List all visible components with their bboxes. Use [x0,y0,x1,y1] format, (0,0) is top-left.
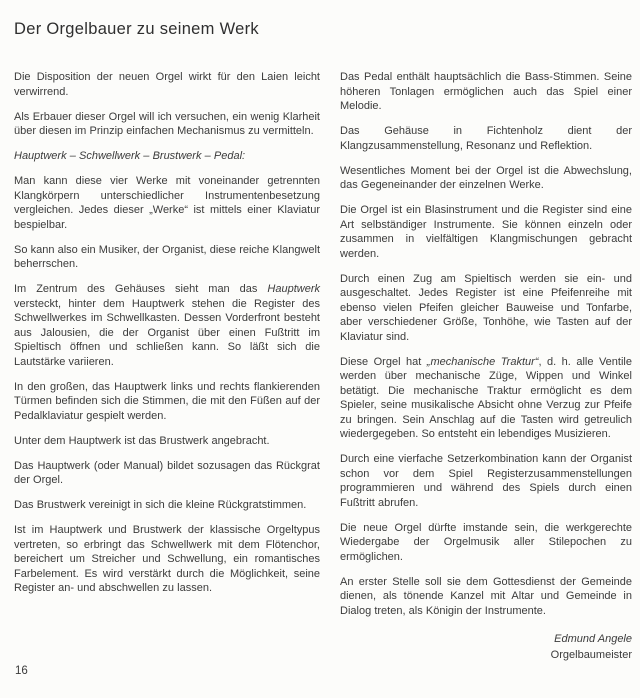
left-column [14,70,320,606]
paragraph [14,110,320,139]
text-run: Das Brustwerk vereinigt in sich die kleine Rückgratstimmen. [14,499,307,511]
text-run: Das Pedal enthält hauptsächlich die Bass-Stimmen. Seine höheren Tonlagen ermöglichen auch das Spiel einer Melodie. [340,71,632,112]
italic-text-run: Hauptwerk – Schwellwerk – Brustwerk – Pedal: [14,150,246,162]
text-run: Durch einen Zug am Spieltisch werden sie ein- und ausgeschaltet. Jedes Register ist eine Pfeifenreihe mit ebenso vielen Pfeifen gleicher Bauweise und Tonfarbe, aber verschiedener Größe, Tonhöhe, wie Tasten auf der Klaviatur sind. [340,272,632,343]
italic-text-run: „mechanische Traktur“ [426,355,539,368]
paragraph [340,521,632,565]
paragraph [14,380,320,424]
paragraph [14,243,320,272]
paragraph [14,498,320,513]
text-run: An erster Stelle soll sie dem Gottesdienst der Gemeinde dienen, als tönende Kanzel mit Altar und Gemeinde in Dialog treten, als Königin der Instrumente. [340,575,632,617]
text-run: Ist im Hauptwerk und Brustwerk der klassische Orgeltypus vertreten, so erbringt das Schwellwerk mit dem Flötenchor, bereichert um Streicher und Schwellung, ein romantisches Farbelement. Es wird verstärkt durch die Möglichkeit, seine Register an- und abschwellen zu lassen. [14,524,320,594]
text-run: Als Erbauer dieser Orgel will ich versuchen, ein wenig Klarheit über diesen im Prinzip einfachen Mechanismus zu vermitteln. [14,110,320,137]
paragraph [14,174,320,232]
text-run: Wesentliches Moment bei der Orgel ist die Abwechslung, das Gegeneinander der einzelnen Werke. [340,164,632,191]
page-number: 16 [15,665,28,677]
text-run: So kann also ein Musiker, der Organist, diese reiche Klangwelt beherrschen. [14,243,321,270]
text-run: Die neue Orgel dürfte imstande sein, die werkgerechte Wiedergabe der Orgelmusik aller Stilepochen zu ermöglichen. [340,521,632,563]
text-run: Unter dem Hauptwerk ist das Brustwerk angebracht. [14,434,270,447]
text-run: Das Hauptwerk (oder Manual) bildet sozusagen das Rückgrat der Orgel. [14,459,320,486]
paragraph [14,149,320,164]
italic-text-run: Hauptwerk [267,283,320,295]
paragraph [340,164,632,193]
text-run: versteckt, hinter dem Hauptwerk stehen die Register des Schwellwerkes im Schwellkasten. Dessen Vorderfront besteht aus Jalousien, die der Organist über einen Fußtritt im Spieltisch öffnen und schließen kann. So läßt sich die Lautstärke variieren. [14,297,320,368]
paragraph [340,124,632,153]
text-run: Durch eine vierfache Setzerkombination kann der Organist schon vor dem Spiel Registerzusammenstellungen programmieren und während des Spiels durch einen Fußtritt abrufen. [340,453,632,509]
paragraph [340,70,632,114]
text-run: Man kann diese vier Werke mit voneinander getrennten Klangkörpern unterschiedlicher Instrumentenbesetzung vergleichen. Jedes dieser „Werke“ ist mittels einer Klaviatur bespielbar. [14,175,320,231]
text-run: Im Zentrum des Gehäuses sieht man das [14,283,268,295]
text-run: In den großen, das Hauptwerk links und rechts flankierenden Türmen befinden sich die Stimmen, die mit den Füßen auf der Pedalklaviatur gespielt werden. [14,380,320,422]
paragraph [14,70,320,99]
text-run: Die Disposition der neuen Orgel wirkt für den Laien leicht verwirrend. [14,71,320,98]
right-column-paragraphs [340,70,632,618]
paragraph [14,523,320,596]
text-run: , d. h. alle Ventile werden über mechanische Züge, Wippen und Winkel betätigt. Die mechanische Traktur ermöglicht es dem Spieler, seine musikalische Absicht ohne Verzug zur Pfeife zu bringen. Sein Anschlag auf die Tasten wird getreulich wiedergegeben. So entsteht ein lebendiges Musizieren. [340,355,632,440]
right-column [340,70,632,663]
text-run: Die Orgel ist ein Blasinstrument und die Register sind eine Art selbständiger Instrumente. Sie können einzeln oder zusammen in vielfältigen Klangmischungen gebracht werden. [340,204,632,260]
text-run: Diese Orgel hat [340,355,427,368]
page-title: Der Orgelbauer zu seinem Werk [14,20,259,38]
paragraph [340,203,632,261]
signature-block [340,631,632,663]
paragraph [14,282,320,369]
paragraph [340,452,632,510]
signature-name: Edmund Angele [554,633,632,645]
paragraph [340,355,632,442]
signature-role: Orgelbaumeister [550,649,632,661]
paragraph [340,575,632,619]
paragraph [14,459,320,488]
paragraph [14,434,320,449]
paragraph [340,272,632,345]
text-run: Das Gehäuse in Fichtenholz dient der Klangzusammenstellung, Resonanz und Reflektion. [340,125,632,152]
left-column-paragraphs [14,70,320,596]
